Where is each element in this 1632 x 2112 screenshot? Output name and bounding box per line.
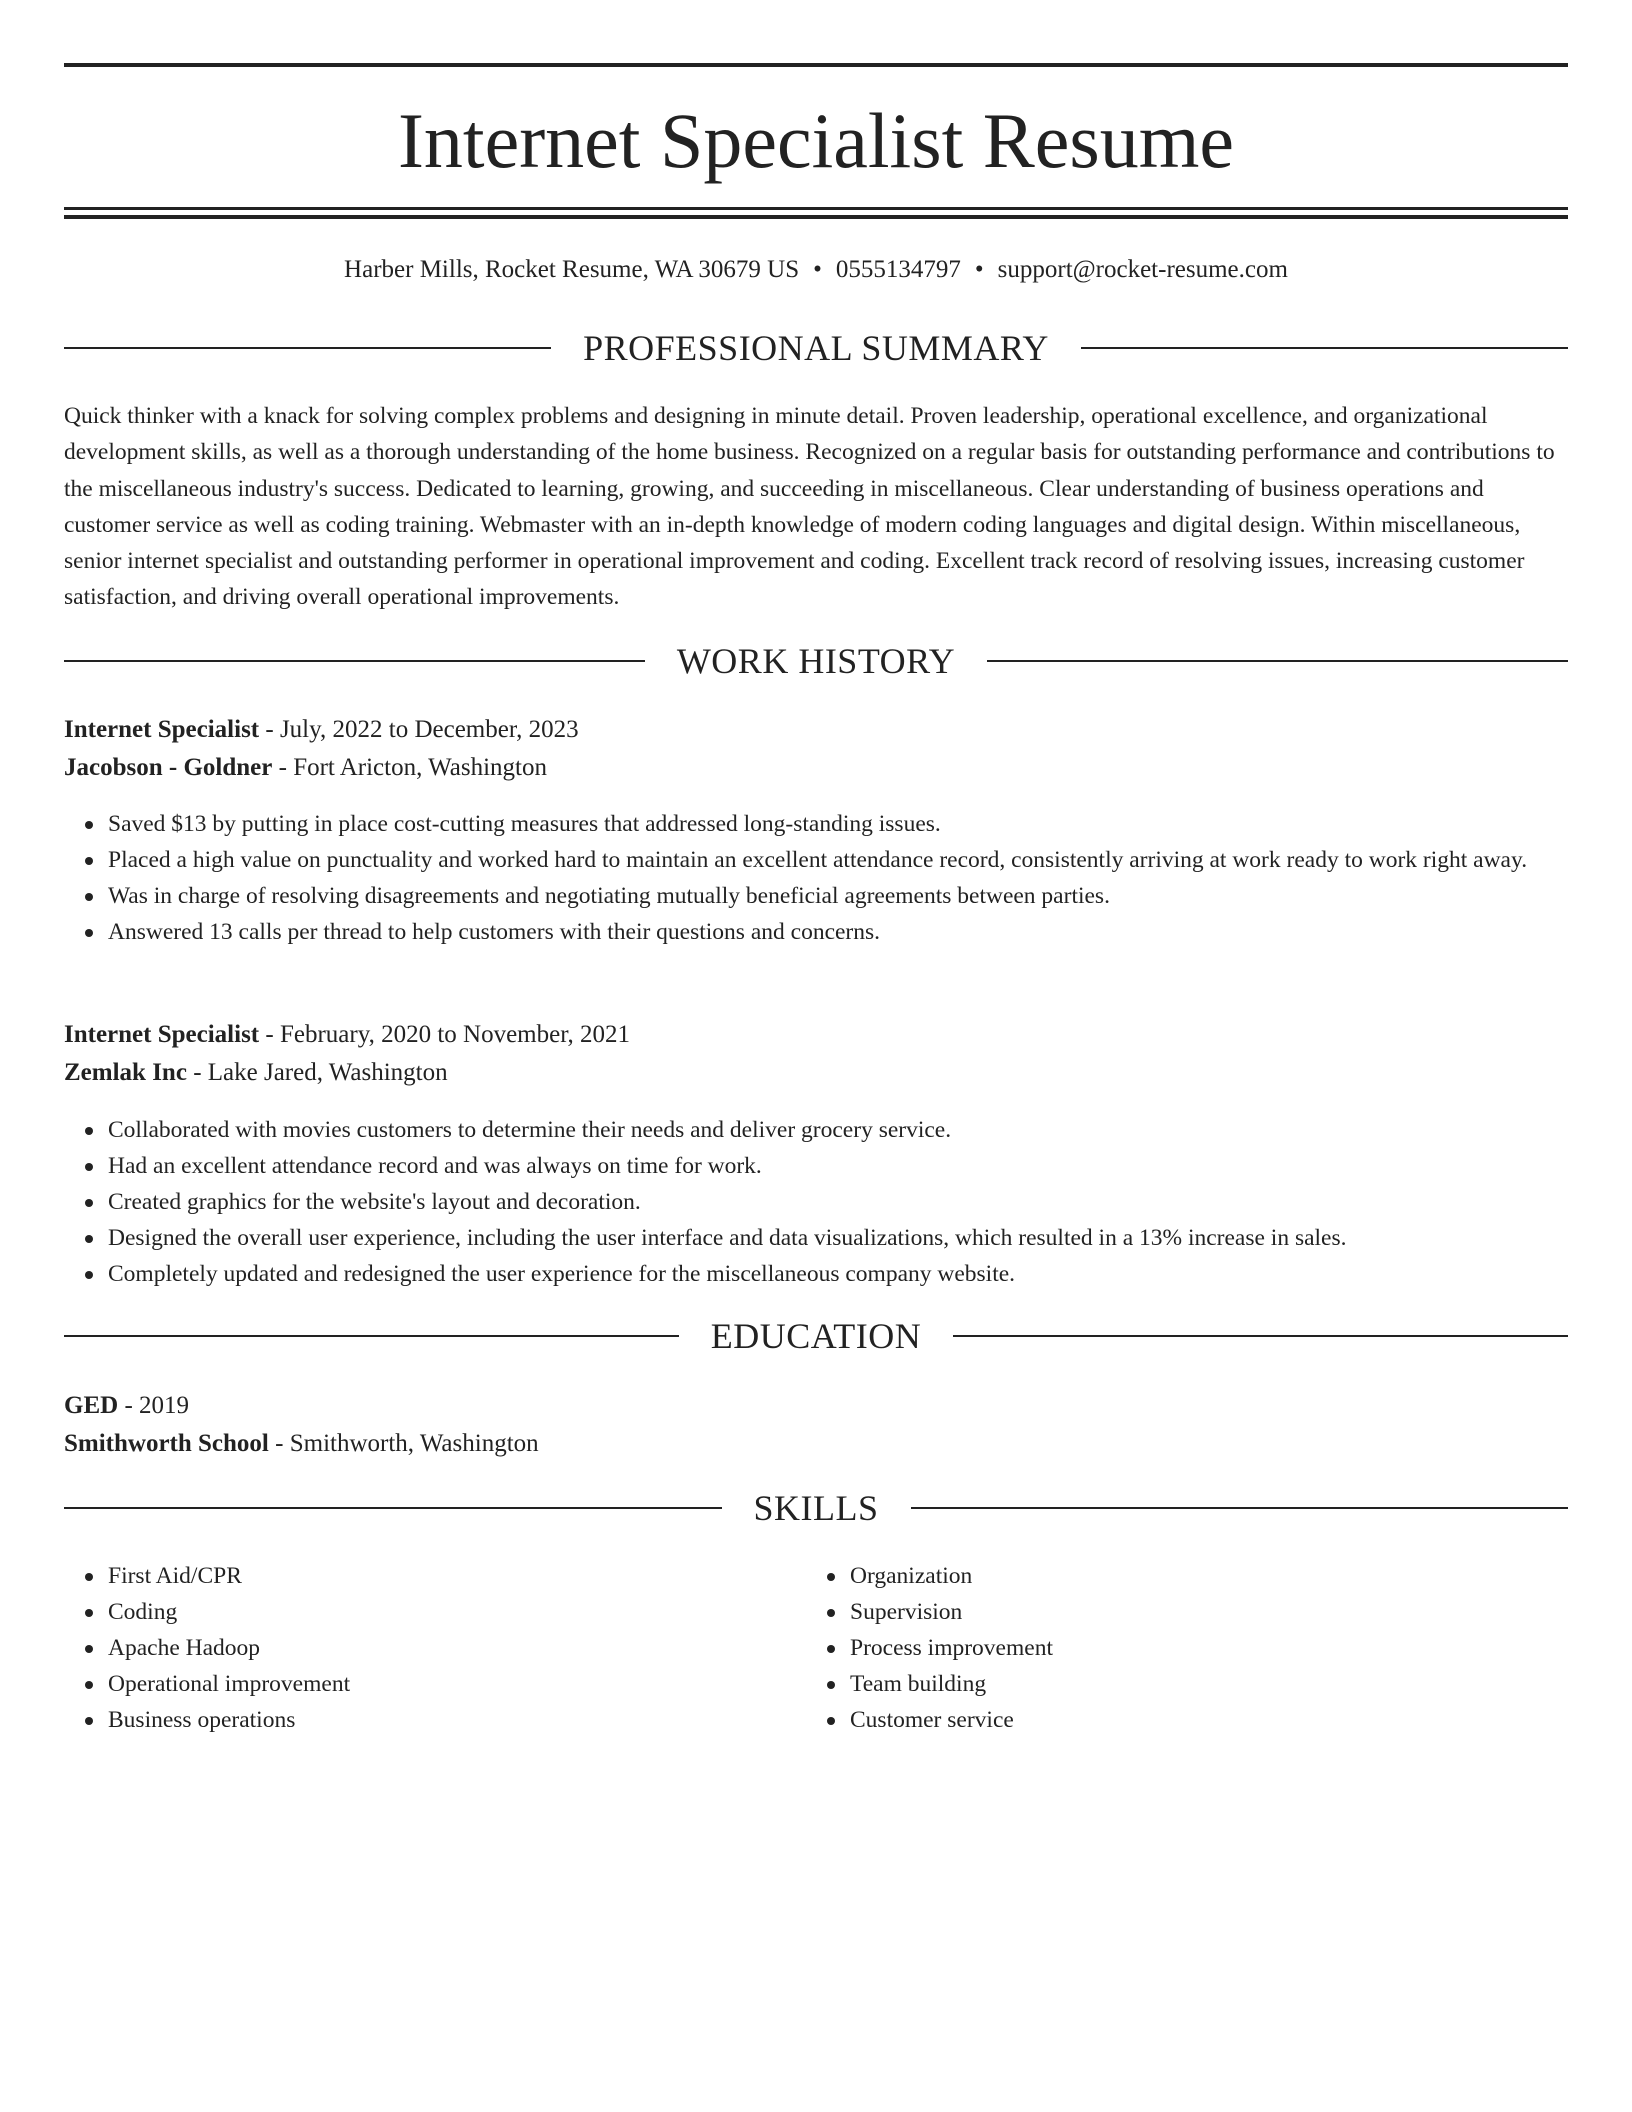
section-heading-work xyxy=(64,639,1568,683)
job-company: Zemlak Inc xyxy=(64,1059,187,1086)
job-title-line xyxy=(64,1017,1568,1053)
job-location: Fort Aricton, Washington xyxy=(293,754,547,781)
contact-address: Harber Mills, Rocket Resume, WA 30679 US xyxy=(344,256,800,283)
job-title: Internet Specialist xyxy=(64,716,260,743)
skill-item: Team building xyxy=(850,1666,1632,1702)
section-rule-left xyxy=(64,1335,679,1337)
section-title-skills: SKILLS xyxy=(753,1488,879,1528)
education-degree: GED xyxy=(64,1392,119,1419)
list-item: Completely updated and redesigned the user experience for the miscellaneous company website. xyxy=(108,1256,1568,1292)
skills-list-right xyxy=(806,1558,1632,1738)
job-company: Jacobson - Goldner xyxy=(64,754,273,781)
contact-separator: • xyxy=(974,256,984,283)
section-rule-right xyxy=(911,1507,1569,1509)
section-rule-left xyxy=(64,660,645,662)
list-item: Answered 13 calls per thread to help customers with their questions and concerns. xyxy=(108,914,1568,950)
list-item: Had an excellent attendance record and was always on time for work. xyxy=(108,1148,1568,1184)
contact-separator: • xyxy=(813,256,822,283)
education-year: 2019 xyxy=(139,1392,190,1419)
education-school-line xyxy=(64,1426,1568,1462)
job-company-line xyxy=(64,750,1568,786)
list-item: Created graphics for the website's layout and decoration. xyxy=(108,1184,1568,1220)
list-item: Saved $13 by putting in place cost-cutting measures that addressed long-standing issues. xyxy=(108,806,1568,842)
job-dates: July, 2022 to December, 2023 xyxy=(279,716,579,743)
education-school: Smithworth School xyxy=(64,1430,269,1457)
summary-paragraph: Quick thinker with a knack for solving complex problems and designing in minute detail. Proven leadership, operational excellence, and organizational development skills, as well as a thorough understanding of the home business. Recognized on a regular basis for outstanding performance and contributions to the miscellaneous industry's success. Dedicated to learning, growing, and succeeding in miscellaneous. Clear understanding of business operations and customer service as well as coding training. Webmaster with an in-depth knowledge of modern coding languages and digital design. Within miscellaneous, senior internet specialist and outstanding performer in operational improvement and coding. Excellent track record of resolving issues, increasing customer satisfaction, and driving overall operational improvements. xyxy=(64,403,1555,611)
section-title-work: WORK HISTORY xyxy=(676,641,956,681)
job-title: Internet Specialist xyxy=(64,1021,260,1048)
section-rule-left xyxy=(64,347,551,349)
education-location: Smithworth, Washington xyxy=(289,1430,539,1457)
list-item: Designed the overall user experience, including the user interface and data visualizations, which resulted in a 13% increase in sales. xyxy=(108,1220,1568,1256)
section-rule-right xyxy=(1081,347,1568,349)
skill-item: Apache Hadoop xyxy=(108,1630,1568,1666)
section-rule-right xyxy=(953,1335,1568,1337)
dash: - xyxy=(265,716,274,743)
contact-email: support@rocket-resume.com xyxy=(997,256,1288,283)
resume-title: Internet Specialist Resume xyxy=(397,97,1235,184)
section-heading-education xyxy=(64,1314,1568,1358)
skill-item: Supervision xyxy=(850,1594,1632,1630)
dash: - xyxy=(275,1430,284,1457)
dash: - xyxy=(124,1392,133,1419)
skill-item: Coding xyxy=(108,1594,1568,1630)
section-heading-skills xyxy=(64,1486,1568,1530)
header-bottom-rule-thin xyxy=(64,207,1568,210)
list-item: Collaborated with movies customers to determine their needs and deliver grocery service. xyxy=(108,1112,1568,1148)
section-title-summary: PROFESSIONAL SUMMARY xyxy=(583,328,1049,368)
job-company-line xyxy=(64,1055,1568,1091)
skill-item: Organization xyxy=(850,1558,1632,1594)
education-degree-line xyxy=(64,1388,1568,1424)
skill-item: Operational improvement xyxy=(108,1666,1568,1702)
skill-item: Customer service xyxy=(850,1702,1632,1738)
contact-line xyxy=(64,252,1568,288)
section-rule-left xyxy=(64,1507,722,1509)
skill-item: First Aid/CPR xyxy=(108,1558,1568,1594)
dash: - xyxy=(193,1059,202,1086)
contact-phone: 0555134797 xyxy=(835,256,961,283)
job-title-line xyxy=(64,712,1568,748)
header-bottom-rule-thick xyxy=(64,215,1568,219)
skill-item: Process improvement xyxy=(850,1630,1632,1666)
header-top-rule xyxy=(64,63,1568,67)
job-dates: February, 2020 to November, 2021 xyxy=(279,1021,631,1048)
section-title-education: EDUCATION xyxy=(710,1316,922,1356)
dash: - xyxy=(278,754,287,781)
list-item: Placed a high value on punctuality and worked hard to maintain an excellent attendance record, consistently arriving at work ready to work right away. xyxy=(108,842,1568,878)
job-bullets xyxy=(64,1112,1568,1292)
job-location: Lake Jared, Washington xyxy=(207,1059,448,1086)
list-item: Was in charge of resolving disagreements and negotiating mutually beneficial agreements between parties. xyxy=(108,878,1568,914)
section-rule-right xyxy=(987,660,1568,662)
job-bullets xyxy=(64,806,1568,950)
skill-item: Business operations xyxy=(108,1702,1568,1738)
section-heading-summary xyxy=(64,326,1568,370)
dash: - xyxy=(265,1021,274,1048)
